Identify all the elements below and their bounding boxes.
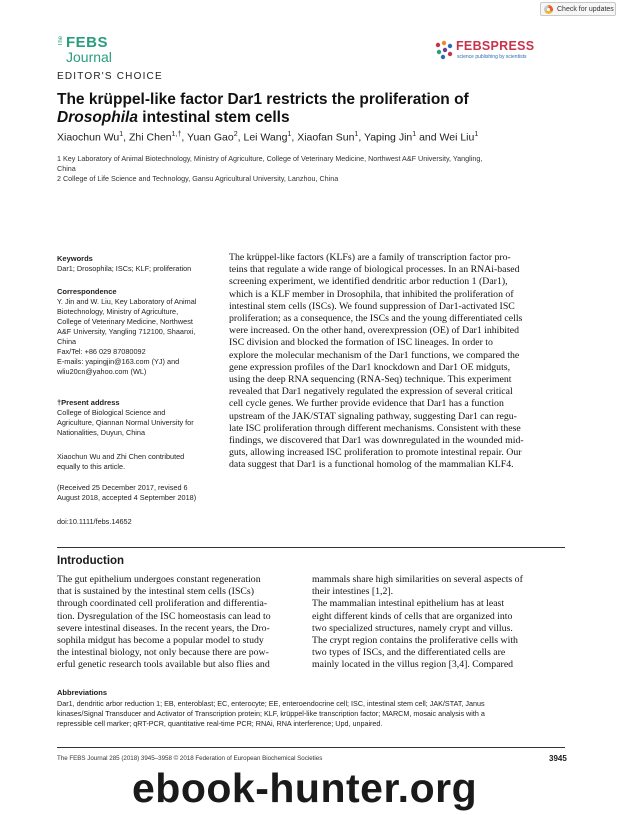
correspondence-line: China — [57, 337, 77, 346]
check-updates-label: Check for updates — [557, 6, 614, 13]
introduction-line: tion. Dysregulation of the ISC homeostasis can lead to — [57, 610, 271, 622]
abstract-line: which is a KLF member in Drosophila, that inhibited the proliferation of — [229, 288, 514, 300]
title-italic: Drosophila — [57, 109, 138, 126]
introduction-line: mainly located in the villus region [3,4]. Compared — [312, 659, 514, 671]
abbreviations-line: repressible cell marker; qRT-PCR, quantitative real-time PCR; RNAi, RNA interference; Upd, unpaired. — [57, 719, 383, 728]
introduction-line: through coordinated cell proliferation and differentia- — [57, 598, 268, 610]
present-address-line: Nationalities, Duyun, China — [57, 428, 146, 437]
correspondence-text — [57, 297, 217, 377]
doi: doi:10.1111/febs.14652 — [57, 517, 132, 526]
article-title — [57, 91, 577, 127]
introduction-heading: Introduction — [57, 555, 125, 567]
introduction-line: The gut epithelium undergoes constant regeneration — [57, 574, 261, 585]
introduction-line: erful genetic research tools available but also flies and — [57, 659, 270, 671]
introduction-line: two types of ISCs, and the differentiated cells are — [312, 647, 506, 659]
page-number: 3945 — [549, 754, 567, 763]
abstract-line: late ISC proliferation through different mechanisms. Consistent with these — [229, 422, 521, 434]
title-line-1: The krüppel-like factor Dar1 restricts the proliferation of — [57, 91, 469, 108]
received-line: (Received 25 December 2017, revised 6 — [57, 483, 188, 492]
correspondence-line: Fax/Tel: +86 029 87080092 — [57, 347, 146, 356]
correspondence-line: A&F University, Yangling 712100, Shaanxi, — [57, 327, 196, 336]
author-affiliation-mark: 1 — [412, 131, 417, 138]
correspondence-line: College of Veterinary Medicine, Northwest — [57, 317, 193, 326]
introduction-line: severe intestinal diseases. In the recent years, the Dro- — [57, 622, 270, 634]
author-affiliation-mark: 1 — [474, 131, 479, 138]
febs-press-logo — [434, 38, 544, 64]
watermark-text: ebook-hunter.org — [132, 765, 478, 811]
logo-febs: FEBS — [66, 34, 109, 51]
press-name: FEBSPRESS — [456, 39, 535, 53]
abstract-line: were increased. On the other hand, overexpression (OE) of Dar1 inhibited — [229, 325, 519, 337]
abstract-line: guts, allowing increased ISC proliferation to promote intestinal repair. Our — [229, 447, 522, 459]
abstract-line: ISC division and blocked the formation of ISC lineages. In order to — [229, 337, 493, 349]
introduction-line: The crypt region contains the proliferative cells with — [312, 635, 518, 647]
affiliations — [57, 154, 557, 184]
author-affiliation-mark: 1,† — [171, 131, 182, 138]
abbreviations-line: kinases/Signal Transducer and Activator of Transcription protein; KLF, krüppel-like transcription factor; MARCM, mosaic analysis with a — [57, 709, 485, 718]
introduction-left-column — [57, 574, 297, 672]
author-name: Wei Liu — [439, 131, 475, 144]
abstract-line: upstream of the JAK/STAT signaling pathway, suggesting Dar1 can regu- — [229, 410, 517, 422]
author-name: Xiaochun Wu — [57, 131, 120, 144]
check-for-updates-button[interactable] — [540, 2, 616, 16]
abstract-line: proliferation; as a consequence, the ISCs and the young differentiated cells — [229, 313, 523, 325]
introduction-line: that is sustained by the intestinal stem cells (ISCs) — [57, 586, 254, 598]
introduction-line: their intestines [1,2]. — [312, 586, 394, 598]
present-address-line: Agriculture, Qiannan Normal University for — [57, 418, 194, 427]
author-affiliation-mark: 1 — [354, 131, 359, 138]
correspondence-line: Biotechnology, Ministry of Agriculture, — [57, 307, 179, 316]
abstract-line: revealed that Dar1 negatively regulated the expression of several critical — [229, 386, 513, 398]
introduction-line: eight different kinds of cells that are organized into — [312, 610, 513, 622]
affiliation-1-cont: China — [57, 164, 76, 173]
footer-rule — [57, 747, 565, 748]
febs-journal-logo — [56, 33, 122, 67]
abstract-line: cell cycle genes. We further provide evidence that Dar1 has a function — [229, 398, 504, 410]
introduction-right-column — [312, 574, 564, 672]
author-name: Lei Wang — [243, 131, 288, 144]
logo-the: The — [58, 36, 64, 47]
introduction-line: mammals share high similarities on several aspects of — [312, 574, 523, 585]
correspondence-line: E-mails: yapingjin@163.com (YJ) and — [57, 357, 180, 366]
abstract-line: using the deep RNA sequencing (RNA-Seq) technique. This experiment — [229, 374, 512, 386]
abstract-line: intestinal stem cells (ISCs). We found suppression of Dar1-activated ISC — [229, 300, 515, 312]
correspondence-block — [57, 287, 217, 377]
author-name: Yaping Jin — [363, 131, 413, 144]
title-rest: intestinal stem cells — [137, 109, 290, 126]
present-address-line: College of Biological Science and — [57, 408, 166, 417]
present-address-block — [57, 398, 217, 438]
abstract-line: data suggest that Dar1 is a functional homolog of the mammalian KLF4. — [229, 459, 514, 471]
author-affiliation-mark: 2 — [233, 131, 238, 138]
editors-choice-label: EDITOR'S CHOICE — [57, 71, 163, 82]
affiliation-2: 2 College of Life Science and Technology, Gansu Agricultural University, Lanzhou, China — [57, 174, 339, 183]
equal-contribution-line: equally to this article. — [57, 462, 126, 471]
abstract-line: explore the molecular mechanism of the Dar1 functions, we compared the — [229, 349, 520, 361]
abstract-line: findings, we discovered that Dar1 was downregulated in the wounded mid- — [229, 435, 524, 447]
febs-press-dots-icon — [434, 40, 454, 60]
author-name: Xiaofan Sun — [297, 131, 355, 144]
abstract — [229, 252, 564, 472]
abstract-line: teins that regulate a wide range of biological processes. In an RNAi-based — [229, 264, 520, 276]
footer-citation: The FEBS Journal 285 (2018) 3945–3958 © 2018 Federation of European Biochemical Societies — [57, 755, 323, 762]
correspondence-heading: Correspondence — [57, 287, 117, 296]
title-line-2 — [57, 109, 577, 127]
section-divider — [57, 547, 565, 548]
author-affiliation-mark: 1 — [287, 131, 292, 138]
press-tagline: science publishing by scientists — [457, 54, 527, 60]
abstract-line: The krüppel-like factors (KLFs) are a family of transcription factor pro- — [229, 252, 511, 263]
equal-contribution-note — [57, 452, 217, 472]
correspondence-line: Y. Jin and W. Liu, Key Laboratory of Animal — [57, 297, 197, 306]
received-dates — [57, 483, 217, 503]
introduction-line: the intestinal biology, not only because there are pow- — [57, 647, 269, 659]
abstract-line: gene expression profiles of the Dar1 knockdown and Dar1 OE midguts, — [229, 361, 511, 373]
abstract-line: screening experiment, we identified dendritic arbor reduction 1 (Dar1), — [229, 276, 508, 288]
introduction-line: two specialized structures, namely crypt and villus. — [312, 622, 513, 634]
author-name: Yuan Gao — [187, 131, 234, 144]
present-address-text — [57, 408, 217, 438]
logo-journal: Journal — [66, 49, 112, 65]
present-address-heading: †Present address — [57, 398, 120, 407]
abbreviations-heading: Abbreviations — [57, 688, 108, 697]
abbreviations-text — [57, 699, 567, 729]
author-list: Xiaochun Wu$^1$, Zhi Chen$^{1,\dagger}$, Yuan Gao$^2$, Lei Wang$^1$, Xiaofan Sun$^1$, Yaping Jin$^1$ and Wei Liu$^1$ — [57, 131, 479, 144]
keywords-block — [57, 254, 217, 274]
keywords-heading: Keywords — [57, 254, 93, 263]
equal-contribution-line: Xiaochun Wu and Zhi Chen contributed — [57, 452, 185, 461]
crossmark-icon — [544, 5, 553, 14]
correspondence-line: wliu20cn@yahoo.com (WL) — [57, 367, 147, 376]
keywords-text: Dar1; Drosophila; ISCs; KLF; proliferation — [57, 264, 192, 273]
author-affiliation-mark: 1 — [119, 131, 124, 138]
abbreviations-line: Dar1, dendritic arbor reduction 1; EB, enteroblast; EC, enterocyte; EE, enteroendocrine cell; ISC, intestinal stem cell; JAK/STAT, Janus — [57, 699, 485, 708]
affiliation-1: 1 Key Laboratory of Animal Biotechnology, Ministry of Agriculture, College of Veterinary Medicine, Northwest A&F University, Yangling, — [57, 154, 483, 163]
introduction-line: The mammalian intestinal epithelium has at least — [312, 598, 505, 610]
author-name: Zhi Chen — [129, 131, 172, 144]
received-line: August 2018, accepted 4 September 2018) — [57, 493, 197, 502]
introduction-line: sophila midgut has become a popular model to study — [57, 635, 264, 647]
